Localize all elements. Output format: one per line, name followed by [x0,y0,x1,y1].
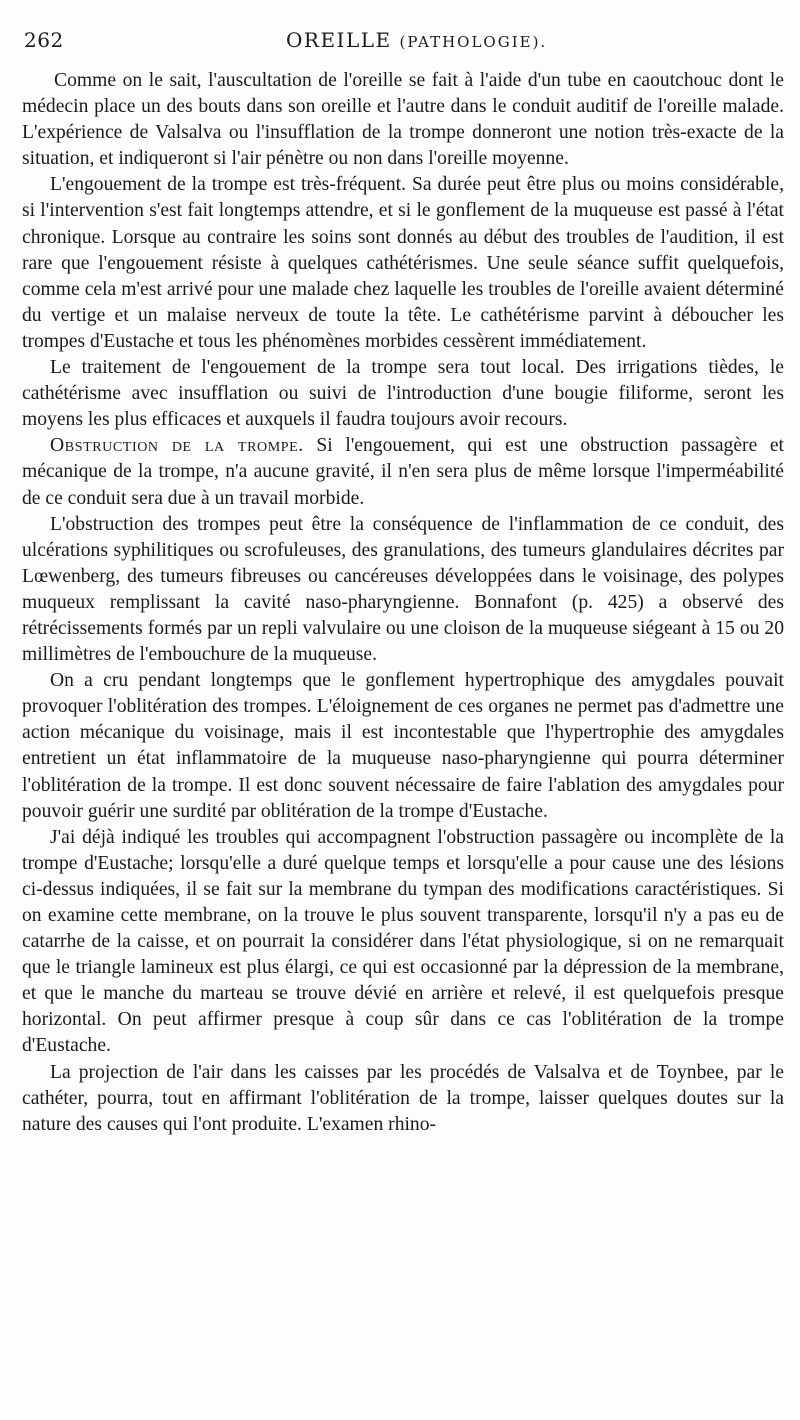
paragraph-auscultation: Comme on le sait, l'auscultation de l'oreille se fait à l'aide d'un tube en caoutchouc dont le médecin place un des bouts dans son oreille et l'autre dans le conduit auditif de l'oreille malade. L'expérience de Valsalva ou l'insufflation de la trompe donneront une notion très-exacte de la situation, et indiqueront si l'air pénètre ou non dans l'oreille moyenne. [22,70,784,170]
paragraph-traitement: Le traitement de l'engouement de la trompe sera tout local. Des irrigations tièdes, le cathétérisme avec insufflation ou suivi de l'introduction d'une bougie filiforme, seront les moyens les plus efficaces et auxquels il faudra toujours avoir recours. [22,357,784,431]
paragraph-causes: L'obstruction des trompes peut être la conséquence de l'inflammation de ce conduit, des ulcérations syphilitiques ou scrofuleuses, des granulations, des tumeurs glandulaires décrites par Lœwenberg, des tumeurs fibreuses ou cancéreuses développées dans le voisinage, des polypes muqueux remplissant la cavité naso-pharyngienne. Bonnafont (p. 425) a observé des rétrécissements formés par un repli valvulaire ou une cloison de la muqueuse siégeant à 15 ou 20 millimètres de l'embouchure de la muqueuse. [22,513,784,666]
paragraph-amygdales: On a cru pendant longtemps que le gonflement hypertrophique des amygdales pouvait provoquer l'oblitération des trompes. L'éloignement de ces organes ne permet pas d'admettre une action mécanique du voisinage, mais il est incontestable que l'hypertrophie des amygdales entretient un état inflammatoire de la muqueuse naso-pharyngienne qui pourra déterminer l'oblitération de la trompe. Il est donc souvent nécessaire de faire l'ablation des amygdales pour pouvoir guérir une surdité par oblitération de la trompe d'Eustache. [22,670,784,822]
paragraph-obstruction-text: Si l'engouement, qui est une obstruction passagère et mécanique de la trompe, n'a aucune gravité, il n'en sera plus de même lorsque l'imperméabilité de ce conduit sera due à un travail morbide. [22,435,784,509]
running-title-main: OREILLE [286,28,392,52]
section-heading-obstruction: Obstruction de la trompe. [50,435,304,457]
body-text [22,68,784,1138]
page-number: 262 [24,28,64,52]
running-title [286,28,547,52]
paragraph-engouement: L'engouement de la trompe est très-fréquent. Sa durée peut être plus ou moins considérable, si l'intervention s'est fait longtemps attendre, et si le gonflement de la muqueuse est passé à l'état chronique. Lorsque au contraire les soins sont donnés au début des troubles de l'audition, il est rare que l'engouement résiste à quelques cathétérismes. Une seule séance suffit quelquefois, comme cela m'est arrivé pour une malade chez laquelle les troubles de l'oreille avaient déterminé du vertige et un malaise nerveux de toute la tête. Le cathétérisme parvint à déboucher les trompes d'Eustache et tous les phénomènes morbides cessèrent immédiatement. [22,174,784,352]
paragraph-tympan: J'ai déjà indiqué les troubles qui accompagnent l'obstruction passagère ou incomplète de la trompe d'Eustache; lorsqu'elle a duré quelque temps et lorsqu'elle a pour cause une des lésions ci-dessus indiquées, il se fait sur la membrane du tympan des modifications caractéristiques. Si on examine cette membrane, on la trouve le plus souvent transparente, lorsqu'il n'y a pas eu de catarrhe de la caisse, et on pourrait la considérer dans l'état physiologique, si on ne remarquait que le triangle lamineux est plus élargi, ce qui est occasionné par la dépression de la membrane, et que le manche du marteau se trouve dévié en arrière et relevé, il est quelquefois presque horizontal. On peut affirmer presque à coup sûr dans ce cas l'oblitération de la trompe d'Eustache. [22,826,784,1057]
running-title-subtitle: (PATHOLOGIE). [399,33,548,51]
paragraph-obstruction [22,433,784,511]
paragraph-projection: La projection de l'air dans les caisses par les procédés de Valsalva et de Toynbee, par le cathéter, pourra, tout en affirmant l'oblitération de la trompe, laisser quelques doutes sur la nature des causes qui l'ont produite. L'examen rhino- [22,1061,784,1135]
page-header [24,28,780,68]
